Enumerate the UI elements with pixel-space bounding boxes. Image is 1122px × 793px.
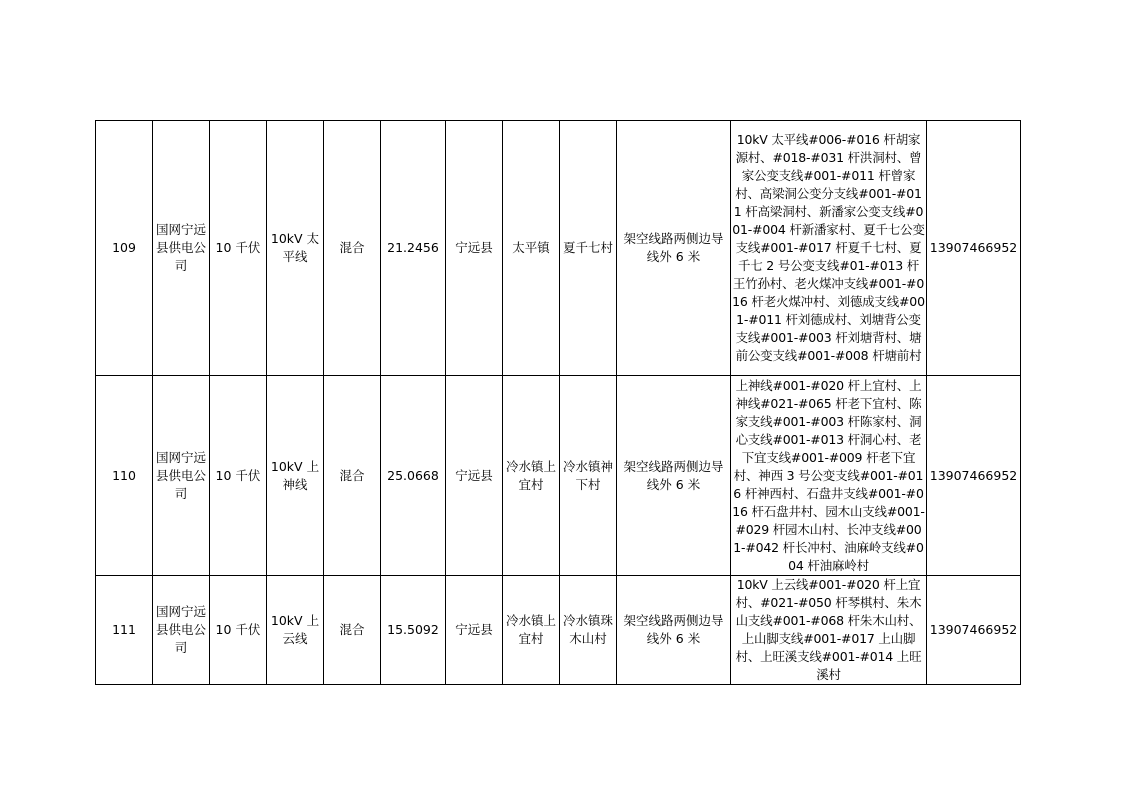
length-cell: 25.0668 <box>381 376 446 576</box>
phone-cell: 13907466952 <box>927 576 1021 685</box>
phone-cell: 13907466952 <box>927 121 1021 376</box>
line-name-cell: 10kV 上神线 <box>267 376 324 576</box>
power-line-table <box>95 120 1021 685</box>
table-row <box>96 576 1021 685</box>
length-cell: 15.5092 <box>381 576 446 685</box>
route-detail-cell: 10kV 上云线#001-#020 杆上宜村、#021-#050 杆琴棋村、朱木山支线#001-#068 杆朱木山村、上山脚支线#001-#017 上山脚村、上旺溪支线#001-#014 上旺溪村 <box>731 576 927 685</box>
phone-cell: 13907466952 <box>927 376 1021 576</box>
table-row <box>96 376 1021 576</box>
line-type-cell: 混合 <box>324 121 381 376</box>
county-cell: 宁远县 <box>446 121 503 376</box>
county-cell: 宁远县 <box>446 376 503 576</box>
village-cell: 夏千七村 <box>560 121 617 376</box>
county-cell: 宁远县 <box>446 576 503 685</box>
line-name-cell: 10kV 太平线 <box>267 121 324 376</box>
voltage-cell: 10 千伏 <box>210 376 267 576</box>
protection-range-cell: 架空线路两侧边导线外 6 米 <box>617 121 731 376</box>
village-cell: 冷水镇珠木山村 <box>560 576 617 685</box>
route-detail-cell: 10kV 太平线#006-#016 杆胡家源村、#018-#031 杆洪洞村、曾家公变支线#001-#011 杆曾家村、高梁洞公变分支线#001-#011 杆高梁洞村、新潘家公变支线#001-#004 杆新潘家村、夏千七公变支线#001-#017 杆夏千七村、夏千七 2 号公变支线#01-#013 杆王竹孙村、老火煤冲支线#001-#016 杆老火煤冲村、刘德成支线#001-#011 杆刘德成村、刘塘背公变支线#001-#003 杆刘塘背村、塘前公变支线#001-#008 杆塘前村 <box>731 121 927 376</box>
line-name-cell: 10kV 上云线 <box>267 576 324 685</box>
protection-range-cell: 架空线路两侧边导线外 6 米 <box>617 376 731 576</box>
length-cell: 21.2456 <box>381 121 446 376</box>
protection-range-cell: 架空线路两侧边导线外 6 米 <box>617 576 731 685</box>
route-detail-cell: 上神线#001-#020 杆上宜村、上神线#021-#065 杆老下宜村、陈家支线#001-#003 杆陈家村、洞心支线#001-#013 杆洞心村、老下宜支线#001-#009 杆老下宜村、神西 3 号公变支线#001-#016 杆神西村、石盘井支线#001-#016 杆石盘井村、园木山支线#001-#029 杆园木山村、长冲支线#001-#042 杆长冲村、油麻岭支线#004 杆油麻岭村 <box>731 376 927 576</box>
row-number: 109 <box>96 121 153 376</box>
company-cell: 国网宁远县供电公司 <box>153 576 210 685</box>
line-type-cell: 混合 <box>324 576 381 685</box>
town-cell: 冷水镇上宜村 <box>503 576 560 685</box>
village-cell: 冷水镇神下村 <box>560 376 617 576</box>
company-cell: 国网宁远县供电公司 <box>153 121 210 376</box>
voltage-cell: 10 千伏 <box>210 121 267 376</box>
town-cell: 冷水镇上宜村 <box>503 376 560 576</box>
row-number: 110 <box>96 376 153 576</box>
row-number: 111 <box>96 576 153 685</box>
town-cell: 太平镇 <box>503 121 560 376</box>
voltage-cell: 10 千伏 <box>210 576 267 685</box>
table-row <box>96 121 1021 376</box>
company-cell: 国网宁远县供电公司 <box>153 376 210 576</box>
line-type-cell: 混合 <box>324 376 381 576</box>
